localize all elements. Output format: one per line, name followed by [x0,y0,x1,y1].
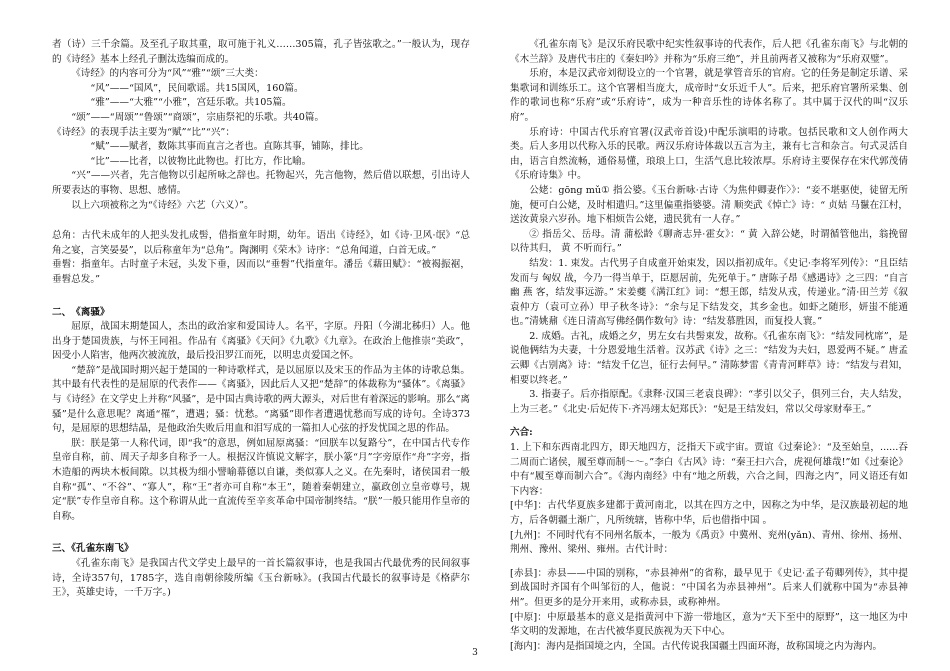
paragraph: 者（诗）三千余篇。及至孔子取其重，取可施于礼义……305篇，孔子皆弦歌之。”一般认为，现存的《诗经》基本上经孔子删汰选编而成的。 [52,39,470,65]
right-column [510,38,908,654]
list-item: “雅”——“大雅”“小雅”，宫廷乐歌。共105篇。 [90,97,292,109]
paragraph: 《诗经》的表现手法主要为“赋”“比”“兴”： [52,126,235,138]
term-entry: [中原]：中原最基本的意义是指黄河中下游一带地区，意为“天下至中的原野”，这一地区为中华文明的发源地，在古代被华夏民族视为天下中心。 [510,611,908,638]
paragraph: 屈原，战国末期楚国人，杰出的政治家和爱国诗人。名平，字原。丹阳（今湖北秭归）人。他出身于楚国贵族，与怀王同祖。作品有《离骚》《天问》《九歌》《九章》。在政治上他推崇“美政”，因受小人陷害，他两次被流放，最后投汨罗江而死，以明忠贞爱国之怀。 [52,321,470,362]
paragraph: 《孔雀东南飞》是我国古代文学史上最早的一首长篇叙事诗，也是我国古代最优秀的民间叙事诗，全诗357句，1785字，选自南朝徐陵所编《玉台新咏》。(我国古代最长的叙事诗是《格萨尔王》，英雄史诗，一千万字。) [52,558,470,599]
page-number: 3 [472,648,478,658]
paragraph: 朕：朕是第一人称代词，即“我”的意思，例如屈原离骚：“回朕车以复路兮”，在中国古代专作皇帝自称，前、周天子却多自称予一人。根据汉许慎说文解字，朕小篆“月”字旁原作“舟”字旁，指木造船的两块木板间隙。以其极为细小譬喻幕德以自谦，类似寡人之义。在先秦时，诸侯国君一般自称“孤”、“不谷”、“寡人”，称“王”者亦可自称“本王”，随着秦朝建立，嬴政创立皇帝尊号，规定“朕”专作皇帝自称。这个称谓从此一直流传至辛亥革命中国帝制终结。“朕”一般只能用作皇帝的自称。 [52,437,470,522]
term-entry: [九州]：不同时代有不同州名版本，一般为《禹贡》中冀州、兖州(yǎn)、青州、徐州、扬州、荆州、豫州、梁州、雍州。古代计时： [510,529,908,556]
list-item: “风”——“国风”，民间歌谣。共15国风，160篇。 [90,82,304,94]
left-column [52,38,470,601]
paragraph: 以上六项被称之为“《诗经》六艺（六义）”。 [71,199,254,211]
paragraph: 乐府，本是汉武帝刘彻设立的一个官署，就是掌管音乐的官府。它的任务是制定乐谱、采集歌词和训练乐工。这个官署相当庞大，成帝时“女乐近千人”。后来，把乐府官署所采集、创作的歌词也称“乐府”或“乐府诗”，成为一种音乐性的诗体名称了。其中属于汉代的叫“汉乐府”。 [510,68,908,123]
paragraph: 2. 成婚。古礼，成婚之夕，男左女右共髻束发，故称。《孔雀东南飞》：“结发同枕席”，是说他俩结为夫妻，十分恩爱地生活着。汉苏武《诗》之三：“结发为夫妇，恩爱两不疑。” 唐孟云卿《古别离》诗：“结发千亿岂，征行去何早。” 清陈梦雷《青青河畔草》诗：“结发与君知，相要以终老。” [510,330,908,386]
term-entry: [海内]：海内是指国境之内，全国。古代传说我国疆土四面环海，故称国境之内为海内。 [510,640,883,652]
paragraph: 总角：古代未成年的人把头发扎成髻，借指童年时期，幼年。语出《诗经》，如《诗·卫风·氓》“总角之宴，言笑晏晏”，以后称童年为“总角”。陶渊明《荣木》诗序：“总角闻道，白首无成。” [52,230,470,256]
list-item: “比”——比者，以彼物比此物也。打比方，作比喻。 [90,155,312,167]
paragraph: 1. 上下和东西南北四方，即天地四方，泛指天下或宇宙。贾谊《过秦论》：“及至始皇，......吞二周而亡诸侯，履至尊而制～～。”李白《古风》诗：“秦王扫六合，虎视何雄哉!”如《过秦论》中有“履至尊而制六合”。《海内南经》中有“地之所载，六合之间，四海之内”，同义语还有如下内容： [510,442,908,497]
list-item: “赋”——赋者，数陈其事而直言之者也。直陈其事，铺陈，排比。 [90,141,369,153]
paragraph: “楚辞”是战国时期兴起于楚国的一种诗歌样式，是以屈原以及宋玉的作品为主体的诗歌总集。其中最有代表性的是屈原的代表作——《离骚》，因此后人又把“楚辞”的体裁称为“骚体”。《离骚》与《诗经》在文学史上并称“风骚”，是中国古典诗歌的两大源头，对后世有着深远的影响。那么“离骚”是什么意思呢？离通“罹”，遭遇；骚：忧愁。“离骚”即作者遭遇忧愁而写成的诗句。全诗373句，是屈原的思想结晶，是他政治失败后用血和泪写成的一篇扣人心弦的抒发忧国之思的作品。 [52,364,470,435]
section-heading: 三、《孔雀东南飞》 [52,543,134,555]
section-heading: 六合: [510,427,533,439]
paragraph: 结发：1. 束发。古代男子自成童开始束发，因以指初成年。《史记·李将军列传》：“且臣结发而与 匈奴 战，今乃一得当单于，臣愿居前，先死单于。” 唐陈子昂《感遇诗》之三四：“自言 幽 燕 客，结发事远游。” 宋姜夔《满江红》词：“想王郎，结发从戎，传递业。”清·田兰芳《叙袁仲方（袁可立孙）甲子秋冬诗》：“余与足下结发交，其乡金也。如虾之随形，妍蚩不能遁也。”清姚鼐《连日清高写佛经偶作数句》诗：“结发慕胜因，而复投人寰。” [510,257,908,328]
term-entry: [赤县]：赤县——中国的别称，“赤县神州”的省称，最早见于《史记·孟子荀卿列传》，其中提到战国时齐国有个叫邹衍的人，他说：“中国名为赤县神州”。后来人们就称中国为“赤县神州”。但更多的是分开来用，或称赤县，或称神州。 [510,567,908,608]
paragraph: 《孔雀东南飞》是汉乐府民歌中纪实性叙事诗的代表作，后人把《孔雀东南飞》与北朝的《木兰辞》及唐代韦庄的《秦妇吟》并称为“乐府三绝”，并且前两者又被称为“乐府双璧”。 [510,39,908,65]
list-item: “兴”——兴者，先言他物以引起所咏之辞也。托物起兴，先言他物，然后借以联想，引出诗人所要表达的事物、思想、感情。 [52,170,470,196]
section-heading: 二、 《离骚》 [52,306,110,318]
paragraph: 公姥：gōng mǔ① 指公婆。《玉台新咏·古诗〈为焦仲卿妻作〉》：“妾不堪驱使，徒留无所施，便可白公姥，及时相遣归。”这里偏重指婆婆。清 顺奕武《悼亡》诗：“ 贞姑 马鬣在江村，送汝黄泉六岁孙。地下相烦告公姥，遗民犹有一人存。” [510,184,908,226]
paragraph: 垂髫：指童年。古时童子未冠，头发下垂，因而以“垂髫”代指童年。潘岳《藉田赋》：“被褐振裾，垂髫总发。” [52,259,470,285]
paragraph: ② 指岳父、岳母。清 蒲松龄《聊斋志异·霍女》：“ 黄 入辞公姥，时谓循管他出，翁挽留以待其归， 黄 不听而行。” [510,228,908,255]
list-item: “颂”——“周颂”“鲁颂”“商颂”，宗庙祭祀的乐歌。共40篇。 [71,111,325,123]
term-entry: [中华]：古代华夏族多建都于黄河南北，以其在四方之中，因称之为中华，是汉族最初起的地方，后各朝疆土渐广，凡所统辖，皆称中华，后也借指中国 。 [510,500,908,526]
paragraph: 3. 指妻子。后亦指原配。《隶释·汉国三老袁良碑》：“孝引以父子，俱列三台，夫人结发，上为三老。”《北史·后妃传下·齐冯翊太妃郑氏》：“妃是王结发妇，常以父母家财奉王。” [510,389,908,415]
paragraph: 《诗经》的内容可分为“风”“雅”“颂”三大类： [71,68,264,80]
paragraph: 乐府诗：中国古代乐府官署(汉武帝首设)中配乐演唱的诗歌。包括民歌和文人创作两大类。后人多用以代称入乐的民歌。两汉乐府诗体裁以五言为主，兼有七言和杂言。句式灵活自由，语言自然流畅，通俗易懂，琅琅上口，生活气息比较浓厚。乐府诗主要保存在宋代郭茂倩《乐府诗集》中。 [510,126,908,182]
